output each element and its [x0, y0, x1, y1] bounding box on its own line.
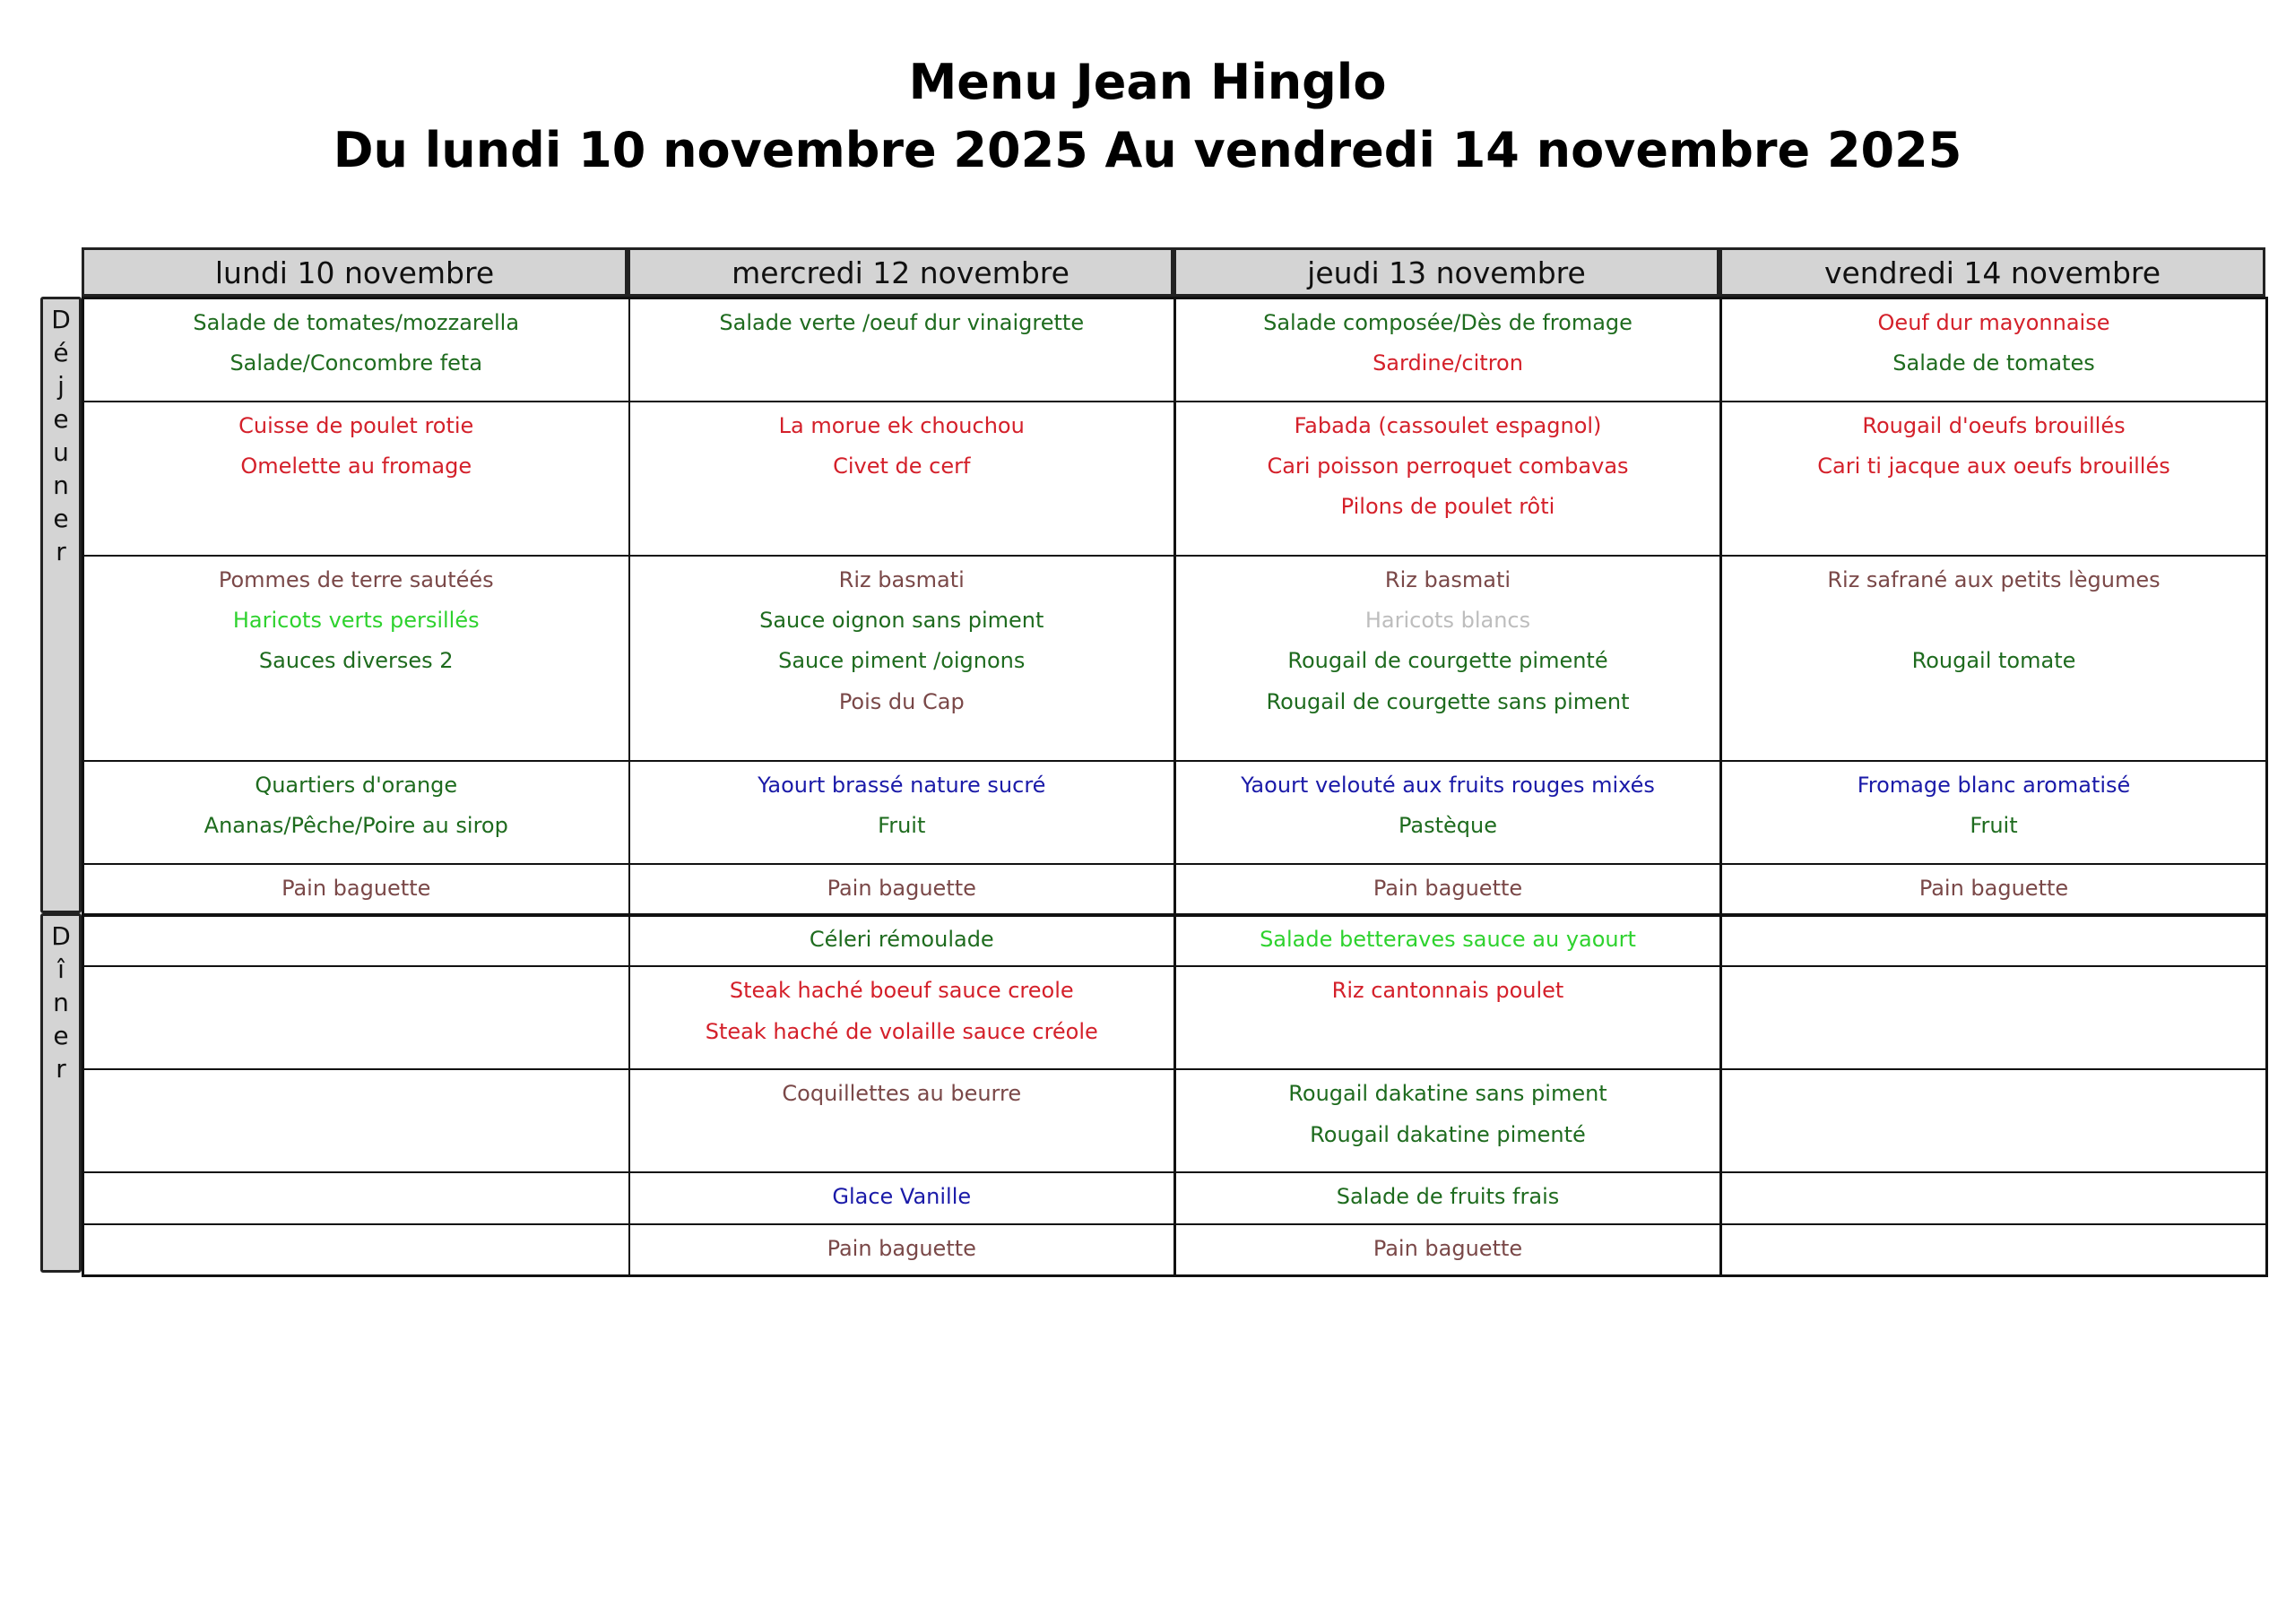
meal-label-letter: e [53, 504, 69, 533]
menu-item: Rougail de courgette sans piment [1266, 688, 1630, 714]
menu-cell [629, 1224, 1175, 1276]
menu-cell [629, 1172, 1175, 1223]
menu-cell [1175, 298, 1721, 402]
menu-item: Rougail de courgette pimenté [1287, 648, 1608, 674]
menu-cell [83, 298, 629, 402]
menu-cell [629, 1069, 1175, 1172]
day-header-vendredi: vendredi 14 novembre [1719, 247, 2265, 297]
menu-cell [83, 556, 629, 761]
menu-item: Salade verte /oeuf dur vinaigrette [719, 310, 1085, 335]
menu-cell [83, 1224, 629, 1276]
menu-cell [1175, 1172, 1721, 1223]
menu-item: Riz cantonnais poulet [1331, 978, 1564, 1004]
meal-label-letter: D [51, 305, 71, 334]
menu-course-row [83, 298, 2267, 402]
menu-item: Pommes de terre sautéés [218, 566, 494, 592]
menu-cell [1721, 966, 2267, 1069]
menu-course-row [83, 1172, 2267, 1223]
menu-cell [1175, 1224, 1721, 1276]
menu-cell [1175, 966, 1721, 1069]
menu-cell [1175, 864, 1721, 916]
menu-course-row [83, 556, 2267, 761]
menu-cell [629, 556, 1175, 761]
menu-item: Sardine/citron [1373, 350, 1523, 376]
menu-item: Pain baguette [281, 875, 431, 901]
menu-item: Pastèque [1399, 812, 1497, 838]
menu-course-row [83, 402, 2267, 556]
menu-cell [629, 966, 1175, 1069]
menu-item: Rougail tomate [1911, 648, 2076, 674]
menu-item: Sauce piment /oignons [778, 648, 1026, 674]
menu-item: Salade composée/Dès de fromage [1263, 310, 1632, 335]
dejeuner-table [82, 297, 2268, 917]
menu-item: Coquillettes au beurre [782, 1081, 1022, 1107]
menu-item: Fruit [878, 812, 926, 838]
menu-cell [1721, 298, 2267, 402]
menu-cell [1721, 1172, 2267, 1223]
menu-cell [83, 864, 629, 916]
menu-item: Rougail dakatine pimenté [1310, 1121, 1586, 1147]
menu-course-row [83, 761, 2267, 864]
menu-cell [1175, 1069, 1721, 1172]
menu-cell [1721, 761, 2267, 864]
menu-item: Fromage blanc aromatisé [1857, 772, 2131, 798]
menu-item: Haricots blancs [1364, 607, 1531, 633]
menu-cell [83, 1069, 629, 1172]
day-header-mercredi: mercredi 12 novembre [628, 247, 1173, 297]
menu-date-range: Du lundi 10 novembre 2025 Au vendredi 14 novembre 2025 [333, 122, 1962, 178]
menu-item: Pain baguette [1918, 875, 2069, 901]
menu-item: Glace Vanille [832, 1184, 972, 1210]
menu-cell [83, 761, 629, 864]
menu-item: Steak haché boeuf sauce creole [729, 978, 1074, 1004]
menu-item: Yaourt velouté aux fruits rouges mixés [1241, 772, 1655, 798]
menu-item: Pain baguette [827, 1235, 976, 1261]
menu-item: Riz basmati [1384, 566, 1511, 592]
meal-label-dejeuner [40, 297, 82, 913]
menu-cell [1175, 402, 1721, 556]
meal-label-letter: j [57, 371, 65, 401]
menu-item: Ananas/Pêche/Poire au sirop [204, 812, 508, 838]
menu-item: Salade de tomates/mozzarella [193, 310, 520, 335]
menu-item: Riz safrané aux petits lègumes [1827, 566, 2161, 592]
menu-cell [1721, 556, 2267, 761]
menu-course-row [83, 1069, 2267, 1172]
menu-item: Rougail d'oeufs brouillés [1862, 412, 2126, 438]
meal-label-letter: r [56, 1054, 66, 1084]
meal-label-letter: u [53, 437, 69, 467]
menu-cell [629, 761, 1175, 864]
menu-item: Omelette au fromage [240, 453, 472, 479]
menu-item: Riz basmati [838, 566, 965, 592]
menu-cell [1721, 915, 2267, 967]
menu-item: La morue ek chouchou [778, 412, 1025, 438]
menu-cell [1721, 402, 2267, 556]
meal-label-diner [40, 913, 82, 1273]
diner-table [82, 913, 2268, 1277]
menu-cell [1721, 864, 2267, 916]
menu-item: Cuisse de poulet rotie [238, 412, 474, 438]
menu-item: Salade/Concombre feta [230, 350, 483, 376]
menu-item: Salade de tomates [1892, 350, 2095, 376]
menu-item: Pilons de poulet rôti [1340, 494, 1555, 520]
menu-item: Civet de cerf [833, 453, 971, 479]
menu-title: Menu Jean Hinglo [908, 54, 1387, 110]
meal-label-letter: e [53, 1021, 69, 1050]
menu-item: Yaourt brassé nature sucré [758, 772, 1046, 798]
menu-item: Céleri rémoulade [809, 927, 994, 952]
menu-cell [629, 402, 1175, 556]
menu-item: Salade de fruits frais [1336, 1184, 1560, 1210]
meal-label-letter: é [53, 338, 69, 367]
menu-item: Fruit [1970, 812, 2018, 838]
meal-label-letter: r [56, 537, 66, 566]
day-header-lundi: lundi 10 novembre [82, 247, 628, 297]
menu-item: Cari ti jacque aux oeufs brouillés [1817, 453, 2170, 479]
menu-cell [629, 915, 1175, 967]
menu-course-row [83, 915, 2267, 967]
menu-cell [629, 864, 1175, 916]
menu-item: Haricots verts persillés [232, 607, 480, 633]
menu-item: Sauce oignon sans piment [759, 607, 1044, 633]
menu-course-row [83, 864, 2267, 916]
menu-cell [1721, 1224, 2267, 1276]
menu-item: Salade betteraves sauce au yaourt [1260, 927, 1636, 952]
menu-cell [629, 298, 1175, 402]
menu-item: Fabada (cassoulet espagnol) [1294, 412, 1602, 438]
menu-item: Rougail dakatine sans piment [1288, 1081, 1607, 1107]
menu-cell [1175, 915, 1721, 967]
menu-course-row [83, 966, 2267, 1069]
menu-item: Quartiers d'orange [255, 772, 458, 798]
meal-label-letter: D [51, 921, 71, 951]
menu-cell [83, 1172, 629, 1223]
meal-label-letter: n [53, 471, 69, 500]
meal-label-letter: î [57, 955, 65, 984]
menu-cell [83, 402, 629, 556]
menu-item: Pain baguette [827, 875, 976, 901]
menu-cell [83, 966, 629, 1069]
menu-item: Pain baguette [1373, 1235, 1523, 1261]
day-header-jeudi: jeudi 13 novembre [1173, 247, 1719, 297]
menu-item: Pain baguette [1373, 875, 1523, 901]
menu-cell [1175, 761, 1721, 864]
menu-item: Steak haché de volaille sauce créole [705, 1018, 1098, 1044]
menu-item: Pois du Cap [838, 688, 965, 714]
menu-course-row [83, 1224, 2267, 1276]
menu-cell [1175, 556, 1721, 761]
menu-cell [83, 915, 629, 967]
meal-label-letter: n [53, 988, 69, 1017]
menu-cell [1721, 1069, 2267, 1172]
menu-item: Sauces diverses 2 [258, 648, 454, 674]
meal-label-letter: e [53, 404, 69, 434]
menu-item: Cari poisson perroquet combavas [1267, 453, 1629, 479]
menu-item: Oeuf dur mayonnaise [1877, 310, 2110, 335]
